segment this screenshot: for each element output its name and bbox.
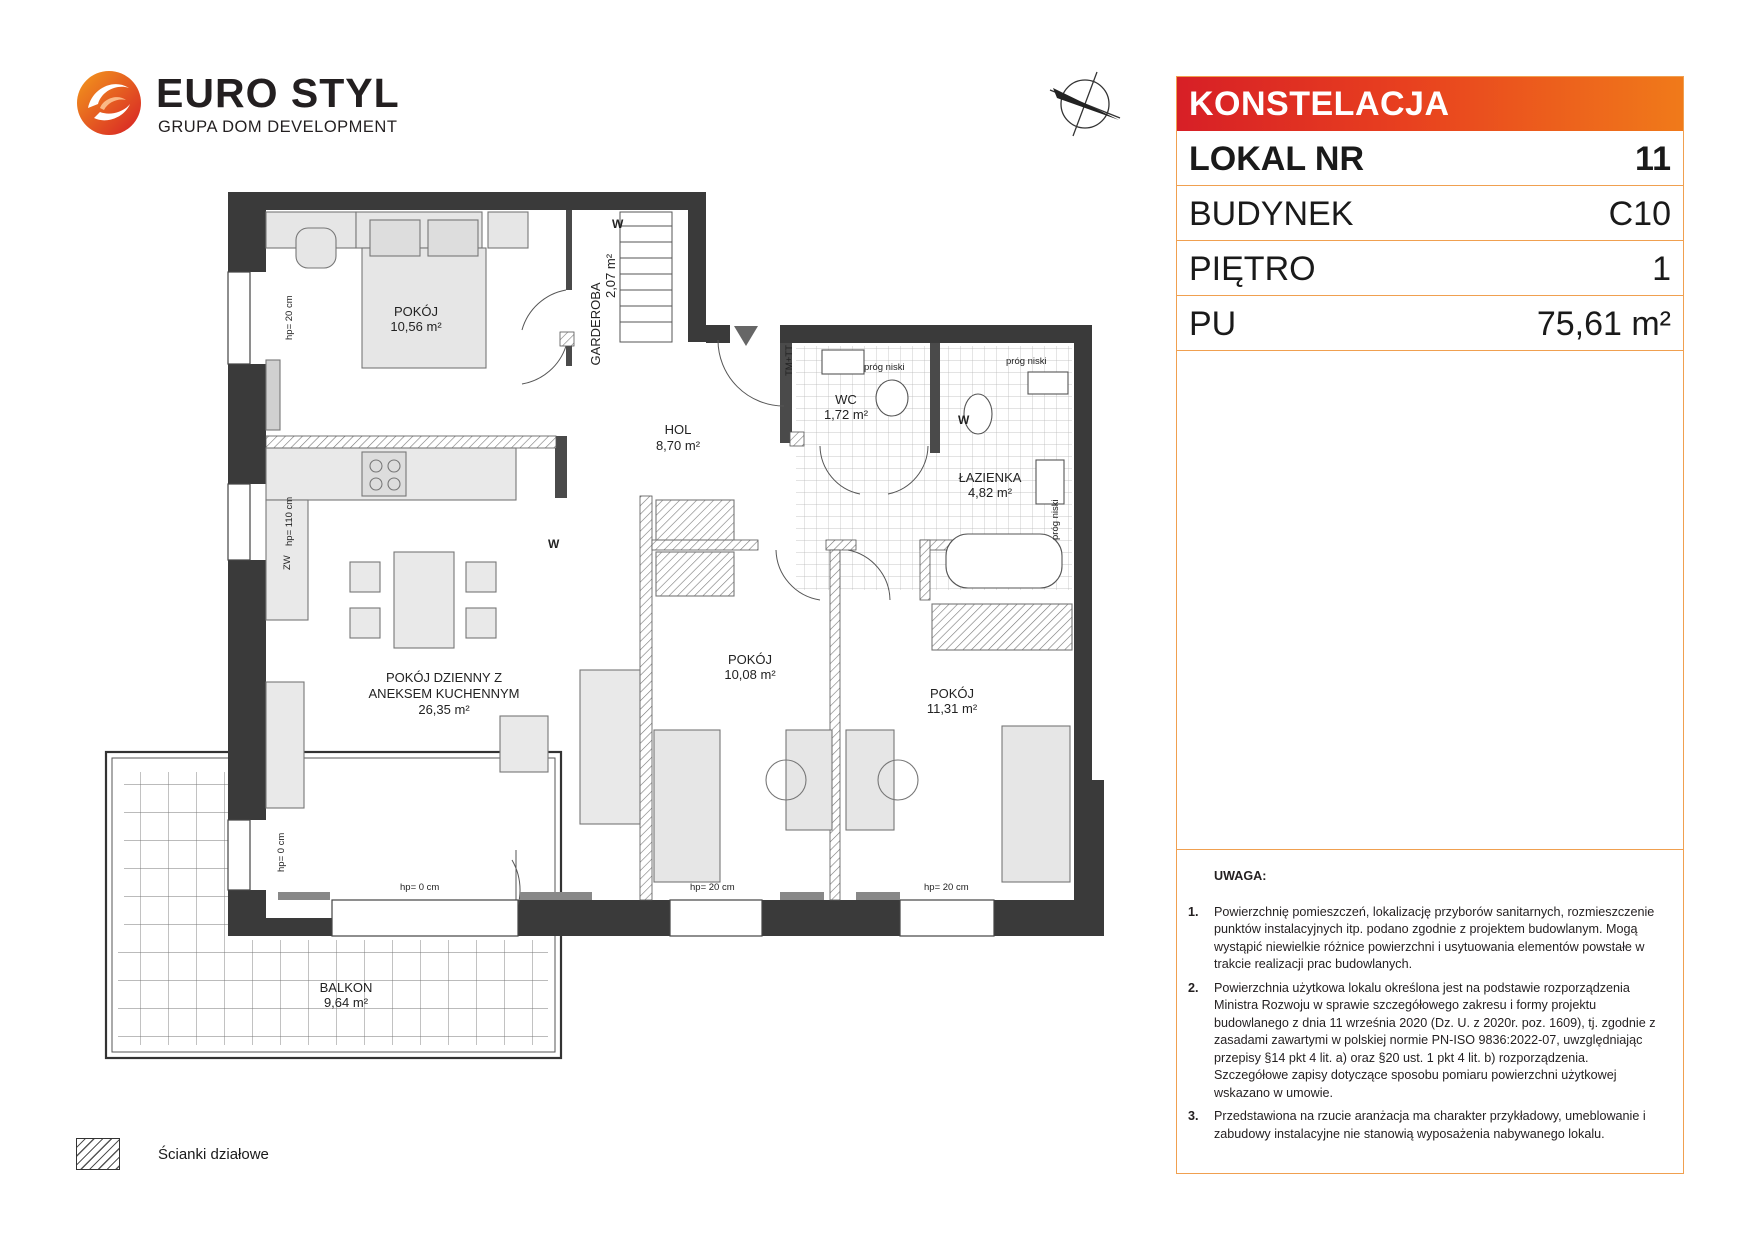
- hp0-label-2: hp= 0 cm: [400, 882, 440, 893]
- note-number: 1.: [1188, 904, 1199, 919]
- label-pokoj2-area: 10,08 m²: [724, 667, 776, 682]
- row-budynek-value: C10: [1608, 195, 1671, 233]
- note-text: Powierzchnia użytkowa lokalu określona jest na podstawie rozporządzenia Ministra Rozwoju w sprawie szczegółowego zakresu i formy projektu budowlanego z dnia 11 września 2020 (Dz. U. z 2020r. poz. 1609), tj. zgodnie z zasadami zawartymi w polskiej normie PN-ISO 9836:2022-07, uwzględniając przepisy §14 pkt 4 lit. a) oraz §20 ust. 1 pkt 4 lit. b) rozporządzenia. Szczegółowe zapisy dotyczące sposobu pomiaru powierzchni użytkowej wskazano w umowie.: [1214, 980, 1656, 1100]
- label-hol-area: 8,70 m²: [655, 438, 701, 453]
- label-salon-name2: ANEKSEM KUCHENNYM: [368, 686, 520, 701]
- wardrobe-shelves: [620, 212, 672, 342]
- label-lazienka-name: ŁAZIENKA: [958, 470, 1022, 485]
- note-item: [1188, 904, 1658, 974]
- w-label-2: W: [548, 537, 560, 551]
- row-pietro: [1177, 241, 1683, 296]
- row-pu-value: 75,61 m²: [1536, 305, 1671, 343]
- label-garderoba-name: GARDEROBA: [588, 282, 603, 366]
- label-pokoj3-name: POKÓJ: [929, 686, 975, 701]
- row-pietro-value: 1: [1652, 250, 1671, 288]
- zw-label: ZW: [282, 555, 293, 570]
- label-garderoba-area: 2,07 m²: [603, 253, 618, 299]
- row-budynek-key: BUDYNEK: [1189, 195, 1354, 233]
- label-pokoj2-name: POKÓJ: [727, 652, 773, 667]
- row-lokal-value: 11: [1635, 140, 1671, 178]
- row-pietro-key: PIĘTRO: [1189, 250, 1316, 288]
- hp20-label-3: hp= 20 cm: [924, 882, 969, 893]
- legend: [76, 1138, 376, 1178]
- tmtt-label: TM+TT: [784, 345, 795, 376]
- note-text: Przedstawiona na rzucie aranżacja ma charakter przykładowy, umeblowanie i zabudowy instalacyjne nie stanowią wyposażenia nabywanego lokalu.: [1214, 1109, 1646, 1141]
- row-pu-key: PU: [1189, 305, 1237, 343]
- label-wc-name: WC: [835, 392, 857, 407]
- note-text: Powierzchnię pomieszczeń, lokalizację przyborów sanitarnych, rozmieszczenie punktów instalacyjnych itp. podano zgodnie z projektem budowlanym. Mogą wystąpić niewielkie różnice powierzchni i usytuowania elementów powstałe w trakcie realizacji prac budowlanych.: [1214, 904, 1655, 971]
- note-item: [1188, 1108, 1658, 1143]
- note-number: 3.: [1188, 1109, 1199, 1123]
- label-wc-area: 1,72 m²: [823, 407, 869, 422]
- notes: [1188, 868, 1658, 1149]
- row-budynek: [1177, 186, 1683, 241]
- row-pu: [1177, 296, 1683, 351]
- hp20-label-1: hp= 20 cm: [284, 295, 295, 340]
- label-salon-area: 26,35 m²: [418, 702, 470, 717]
- entrance-marker-icon: [734, 326, 758, 346]
- legend-label: Ścianki działowe: [158, 1146, 269, 1163]
- row-lokal: [1177, 131, 1683, 186]
- w-label-1: W: [612, 217, 624, 231]
- label-pokoj1-name: POKÓJ: [393, 304, 439, 319]
- hp0-label-1: hp= 0 cm: [276, 832, 287, 872]
- prog-label-1: próg niski: [864, 362, 905, 373]
- prog-label-3: próg niski: [1050, 499, 1061, 540]
- project-header: [1177, 77, 1683, 131]
- compass-icon: [1050, 72, 1120, 136]
- label-hol-name: HOL: [664, 422, 692, 437]
- label-lazienka-area: 4,82 m²: [967, 485, 1013, 500]
- notes-divider: [1177, 849, 1683, 850]
- w-label-3: W: [958, 413, 970, 427]
- label-balkon-name: BALKON: [319, 980, 373, 995]
- kitchen-furniture: [266, 448, 640, 824]
- brand-name: EURO STYL: [156, 70, 400, 116]
- label-salon-name: POKÓJ DZIENNY Z: [385, 670, 503, 685]
- brand-subtitle: GRUPA DOM DEVELOPMENT: [158, 118, 398, 136]
- label-balkon-area: 9,64 m²: [323, 995, 369, 1010]
- prog-label-2: próg niski: [1006, 356, 1047, 367]
- notes-title: UWAGA:: [1214, 869, 1267, 883]
- hatch-swatch-icon: [76, 1138, 120, 1170]
- label-pokoj1-area: 10,56 m²: [390, 319, 442, 334]
- radiators: [278, 892, 900, 900]
- row-lokal-key: LOKAL NR: [1189, 140, 1365, 178]
- label-pokoj3-area: 11,31 m²: [926, 701, 978, 716]
- note-item: [1188, 980, 1658, 1103]
- hp110-label: hp= 110 cm: [284, 496, 295, 546]
- note-number: 2.: [1188, 980, 1199, 995]
- project-name: KONSTELACJA: [1189, 85, 1450, 123]
- hp20-label-2: hp= 20 cm: [690, 882, 735, 893]
